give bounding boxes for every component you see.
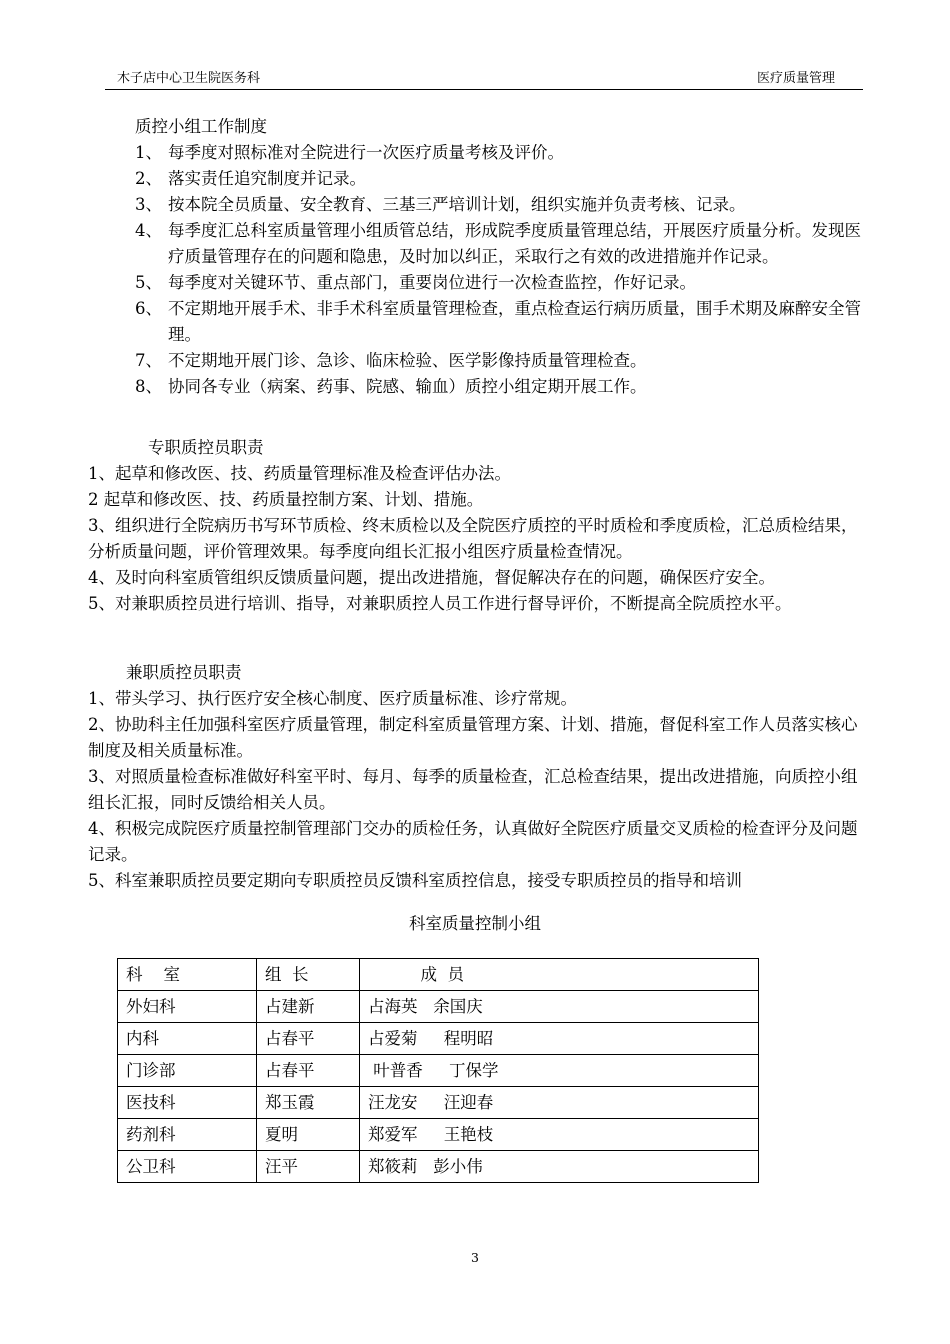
list-item [135,348,865,374]
item-number: 5、 [135,273,162,292]
item-number: 6、 [135,299,162,318]
cell-leader: 汪平 [257,1151,360,1183]
paragraph: 1、起草和修改医、技、药质量管理标准及检查评估办法。 [88,464,511,483]
cell-members: 汪龙安 汪迎春 [360,1087,759,1119]
header-cell-department: 科 室 [118,959,257,991]
cell-members: 占爱菊 程明昭 [360,1023,759,1055]
item-number: 7、 [135,351,162,370]
page-header [105,71,863,90]
item-text: 落实责任追究制度并记录。 [168,169,366,188]
item-text: 每季度汇总科室质量管理小组质管总结，形成院季度质量管理总结，开展医疗质量分析。发现医疗质量管理存在的问题和隐患，及时加以纠正，采取行之有效的改进措施并作记录。 [168,221,861,266]
item-text: 协同各专业（病案、药事、院感、输血）质控小组定期开展工作。 [168,377,647,396]
header-cell-leader: 组 长 [257,959,360,991]
table-header-row [118,959,759,991]
paragraph: 5、科室兼职质控员要定期向专职质控员反馈科室质控信息，接受专职质控员的指导和培训 [88,871,742,890]
cell-department: 医技科 [118,1087,257,1119]
cell-leader: 占建新 [257,991,360,1023]
item-number: 1、 [135,143,162,162]
qc-group-table [117,958,759,1183]
section-title: 兼职质控员职责 [126,663,242,682]
table-row [118,1023,759,1055]
paragraph: 1、带头学习、执行医疗安全核心制度、医疗质量标准、诊疗常规。 [88,689,577,708]
item-number: 3、 [135,195,162,214]
cell-leader: 夏明 [257,1119,360,1151]
item-number: 8、 [135,377,162,396]
item-text: 按本院全员质量、安全教育、三基三严培训计划，组织实施并负责考核、记录。 [168,195,746,214]
table-row [118,1151,759,1183]
paragraph: 4、积极完成院医疗质量控制管理部门交办的质检任务，认真做好全院医疗质量交叉质检的检查评分及问题记录。 [88,819,858,864]
table-row [118,1087,759,1119]
cell-department: 药剂科 [118,1119,257,1151]
item-number: 2、 [135,169,162,188]
table-row [118,1055,759,1087]
cell-members: 郑爱军 王艳枝 [360,1119,759,1151]
item-text: 不定期地开展门诊、急诊、临床检验、医学影像持质量管理检查。 [168,351,647,370]
paragraph: 2 起草和修改医、技、药质量控制方案、计划、措施。 [88,490,484,509]
list-item [135,270,865,296]
section-parttime-qc-duties [88,686,868,894]
cell-members: 郑筱莉 彭小伟 [360,1151,759,1183]
cell-department: 内科 [118,1023,257,1055]
section-title: 专职质控员职责 [148,438,264,457]
paragraph: 2、协助科主任加强科室医疗质量管理，制定科室质量管理方案、计划、措施，督促科室工作人员落实核心制度及相关质量标准。 [88,715,858,760]
cell-department: 门诊部 [118,1055,257,1087]
table-row [118,991,759,1023]
paragraph: 5、对兼职质控员进行培训、指导，对兼职质控人员工作进行督导评价，不断提高全院质控水平。 [88,594,792,613]
section-title: 质控小组工作制度 [135,117,267,136]
cell-department: 公卫科 [118,1151,257,1183]
table-row [118,1119,759,1151]
list-item [135,374,865,400]
cell-members: 叶普香 丁保学 [360,1055,759,1087]
paragraph: 3、组织进行全院病历书写环节质检、终末质检以及全院医疗质控的平时质检和季度质检，汇总质检结果，分析质量问题，评价管理效果。每季度向组长汇报小组医疗质量检查情况。 [88,516,858,561]
list-item [135,140,865,166]
section-qc-group-rules [135,114,865,400]
table-title: 科室质量控制小组 [409,914,541,933]
list-item [135,296,865,348]
list-item [135,192,865,218]
section-fulltime-qc-duties [88,461,868,617]
page-number: 3 [471,1250,479,1265]
header-left-text: 木子店中心卫生院医务科 [117,71,261,86]
item-text: 每季度对关键环节、重点部门，重要岗位进行一次检查监控，作好记录。 [168,273,696,292]
cell-members: 占海英 余国庆 [360,991,759,1023]
cell-leader: 占春平 [257,1023,360,1055]
list-item [135,166,865,192]
header-right-text: 医疗质量管理 [756,71,835,86]
cell-leader: 占春平 [257,1055,360,1087]
cell-department: 外妇科 [118,991,257,1023]
paragraph: 4、及时向科室质管组织反馈质量问题，提出改进措施，督促解决存在的问题，确保医疗安全。 [88,568,775,587]
cell-leader: 郑玉霞 [257,1087,360,1119]
item-text: 每季度对照标准对全院进行一次医疗质量考核及评价。 [168,143,564,162]
paragraph: 3、对照质量检查标准做好科室平时、每月、每季的质量检查，汇总检查结果，提出改进措施，向质控小组组长汇报，同时反馈给相关人员。 [88,767,858,812]
header-cell-members: 成 员 [360,959,759,991]
item-text: 不定期地开展手术、非手术科室质量管理检查，重点检查运行病历质量，围手术期及麻醉安全管理。 [168,299,861,344]
list-item [135,218,865,270]
item-number: 4、 [135,221,162,240]
